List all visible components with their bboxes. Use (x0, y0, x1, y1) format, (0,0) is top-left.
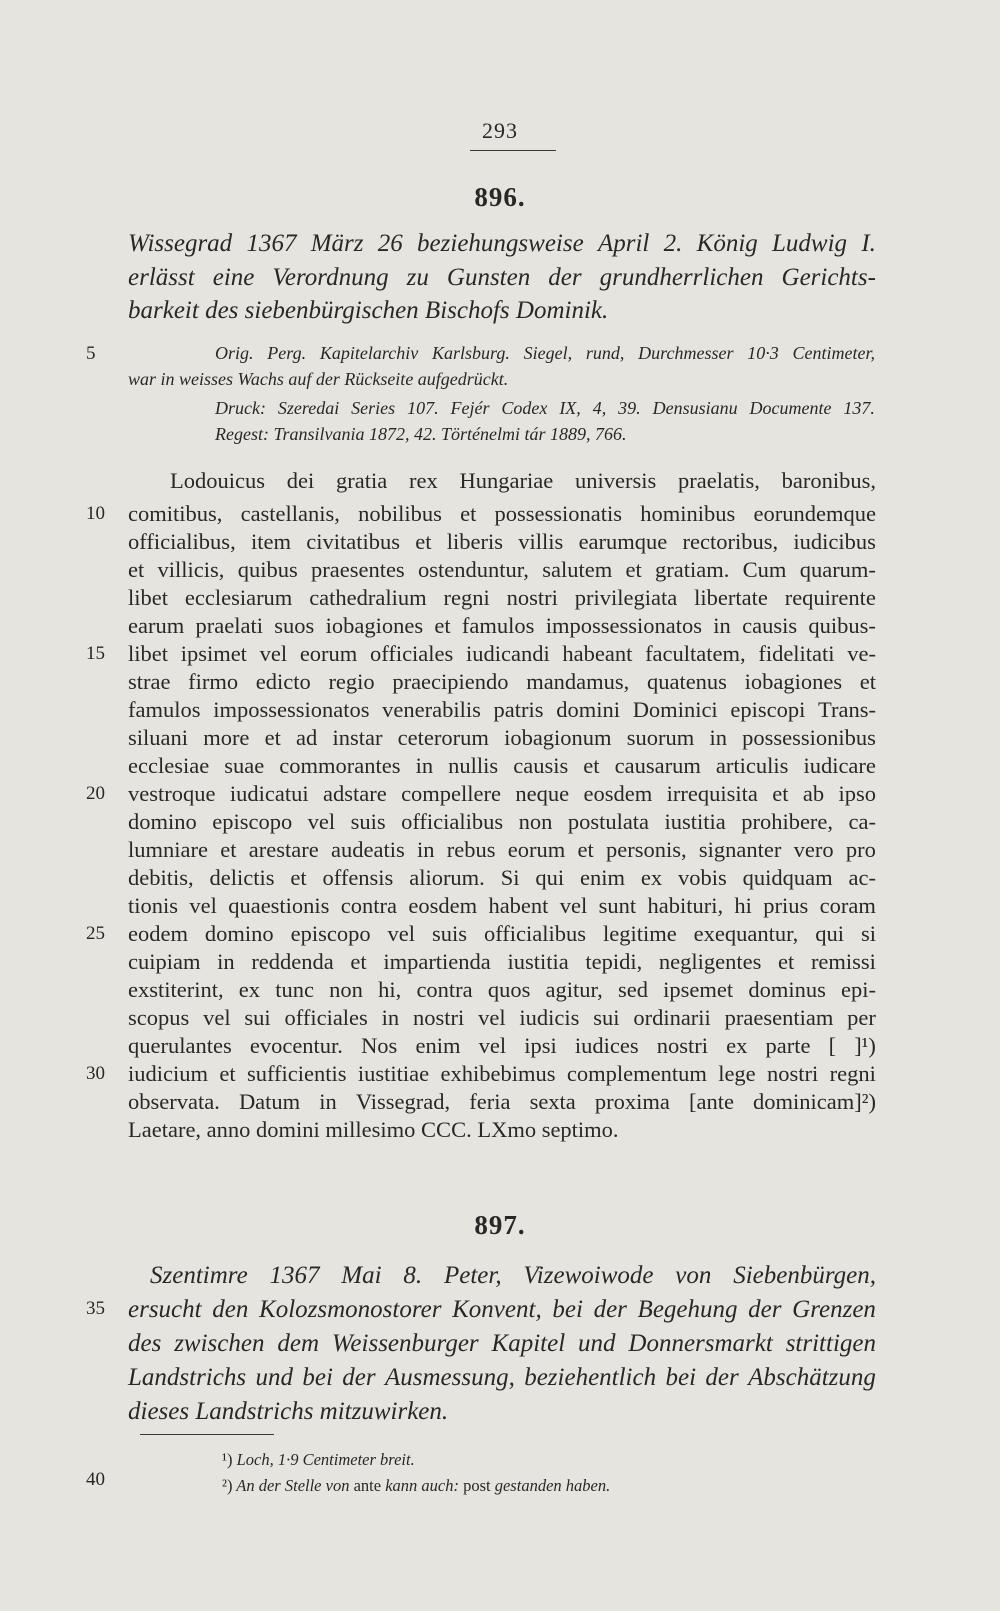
entry-896-text-line-23: observata. Datum in Vissegrad, feria sexta proxima [ante dominicam]²) (128, 1089, 876, 1114)
footnote-2-roman: ante (353, 1476, 382, 1495)
entry-896-text-line-21: querulantes evocentur. Nos enim vel ipsi iudices nostri ex parte [ ]¹) (128, 1033, 876, 1058)
entry-896-text-line-20: scopus vel sui officiales in nostri vel iudicis sui ordinarii praesentiam per (128, 1005, 876, 1030)
entry-896-text-line-2: comitibus, castellanis, nobilibus et possessionatis hominibus eorundemque (128, 501, 876, 526)
entry-896-text-line-1: Lodouicus dei gratia rex Hungariae universis praelatis, baronibus, (170, 468, 876, 493)
entry-896-text-line-5: libet ecclesiarum cathedralium regni nostri privilegiata libertate requirente (128, 585, 876, 610)
entry-number-897: 897. (474, 1210, 526, 1240)
entry-896-text-line-14: lumniare et arestare audeatis in rebus eorum et personis, signanter vero pro (128, 837, 876, 862)
line-number-25: 25 (86, 923, 105, 944)
entry-896-text-line-3: officialibus, item civitatibus et liberis villis earumque rectoribus, iudicibus (128, 529, 876, 554)
line-number-5: 5 (86, 343, 96, 364)
entry-896-text-line-19: exstiterint, ex tunc non hi, contra quos agitur, sed ipsemet dominus epi- (128, 977, 876, 1002)
entry-896-heading-line-2: erlässt eine Verordnung zu Gunsten der grundherrlichen Gerichts- (128, 264, 876, 291)
page-number-rule (470, 150, 556, 151)
footnote-1 (222, 1450, 415, 1470)
entry-896-heading-line-3: barkeit des siebenbürgischen Bischofs Dominik. (128, 297, 609, 324)
entry-896-print-note: Druck: Szeredai Series 107. Fejér Codex IX, 4, 39. Densusianu Documente 137. (215, 398, 875, 418)
entry-897-heading-line-3: des zwischen dem Weissenburger Kapitel und Donnersmarkt strittigen (128, 1330, 876, 1357)
entry-896-text-line-7: libet ipsimet vel eorum officiales iudicandi habeant facultatem, fidelitati ve- (128, 641, 876, 666)
entry-896-text-line-12: vestroque iudicatui adstare compellere neque eosdem irrequisita et ab ipso (128, 781, 876, 806)
line-number-15: 15 (86, 643, 105, 664)
entry-896-text-line-4: et villicis, quibus praesentes ostenduntur, salutem et gratiam. Cum quarum- (128, 557, 876, 582)
line-number-10: 10 (86, 503, 105, 524)
footnote-2-mid: kann auch: (385, 1476, 459, 1495)
entry-896-text-line-16: tionis vel quaestionis contra eosdem habent vel sunt habituri, hi prius coram (128, 893, 876, 918)
entry-896-source-note-1: Orig. Perg. Kapitelarchiv Karlsburg. Siegel, rund, Durchmesser 10·3 Centimeter, (215, 343, 875, 363)
entry-896-text-line-18: cuipiam in reddenda et impartienda iustitia tepidi, negligentes et remissi (128, 949, 876, 974)
entry-number-896: 896. (474, 182, 526, 212)
entry-896-text-line-13: domino episcopo vel suis officialibus non postulata iustitia prohibere, ca- (128, 809, 876, 834)
entry-897-heading-line-1: Szentimre 1367 Mai 8. Peter, Vizewoiwode von Siebenbürgen, (150, 1262, 876, 1289)
entry-896-text-line-22: iudicium et sufficientis iustitiae exhibebimus complementum lege nostri regni (128, 1061, 876, 1086)
line-number-30: 30 (86, 1063, 105, 1084)
footnote-2-pre: An der Stelle von (236, 1476, 350, 1495)
entry-896-text-line-17: eodem domino episcopo vel suis officialibus legitime exequantur, qui si (128, 921, 876, 946)
footnote-2-post: gestanden haben. (494, 1476, 611, 1495)
page-number: 293 (482, 118, 518, 143)
entry-896-text-line-8: strae firmo edicto regio praecipiendo mandamus, quatenus iobagiones et (128, 669, 876, 694)
entry-896-source-note-2: war in weisses Wachs auf der Rückseite aufgedrückt. (128, 369, 509, 389)
entry-897-heading-line-2: ersucht den Kolozsmonostorer Konvent, bei der Begehung der Grenzen (128, 1296, 876, 1323)
entry-897-heading-line-5: dieses Landstrichs mitzuwirken. (128, 1398, 449, 1425)
entry-896-text-line-15: debitis, delictis et offensis aliorum. Si qui enim ex vobis quidquam ac- (128, 865, 876, 890)
line-number-35: 35 (86, 1298, 105, 1319)
entry-896-text-line-6: earum praelati suos iobagiones et famulos impossessionatos in causis quibus- (128, 613, 876, 638)
footnote-2-roman2: post (463, 1476, 491, 1495)
footnote-2-mark: ²) (222, 1476, 233, 1495)
entry-896-text-line-24: Laetare, anno domini millesimo CCC. LXmo septimo. (128, 1117, 619, 1142)
footnote-rule (140, 1434, 274, 1435)
entry-896-regest-note: Regest: Transilvania 1872, 42. Történelmi tár 1889, 766. (215, 424, 627, 444)
footnote-1-mark: ¹) (222, 1450, 233, 1469)
footnote-2 (222, 1476, 610, 1496)
line-number-20: 20 (86, 783, 105, 804)
footnote-1-text: Loch, 1·9 Centimeter breit. (236, 1450, 415, 1469)
entry-896-text-line-11: ecclesiae suae commorantes in nullis causis et causarum articulis iudicare (128, 753, 876, 778)
entry-896-text-line-10: siluani more et ad instar ceterorum iobagionum suorum in possessionibus (128, 725, 876, 750)
entry-896-heading-line-1: Wissegrad 1367 März 26 beziehungsweise April 2. König Ludwig I. (128, 230, 876, 257)
line-number-40: 40 (86, 1469, 105, 1490)
entry-897-heading-line-4: Landstrichs und bei der Ausmessung, beziehentlich bei der Abschätzung (128, 1364, 876, 1391)
entry-896-text-line-9: famulos impossessionatos venerabilis patris domini Dominici episcopi Trans- (128, 697, 876, 722)
